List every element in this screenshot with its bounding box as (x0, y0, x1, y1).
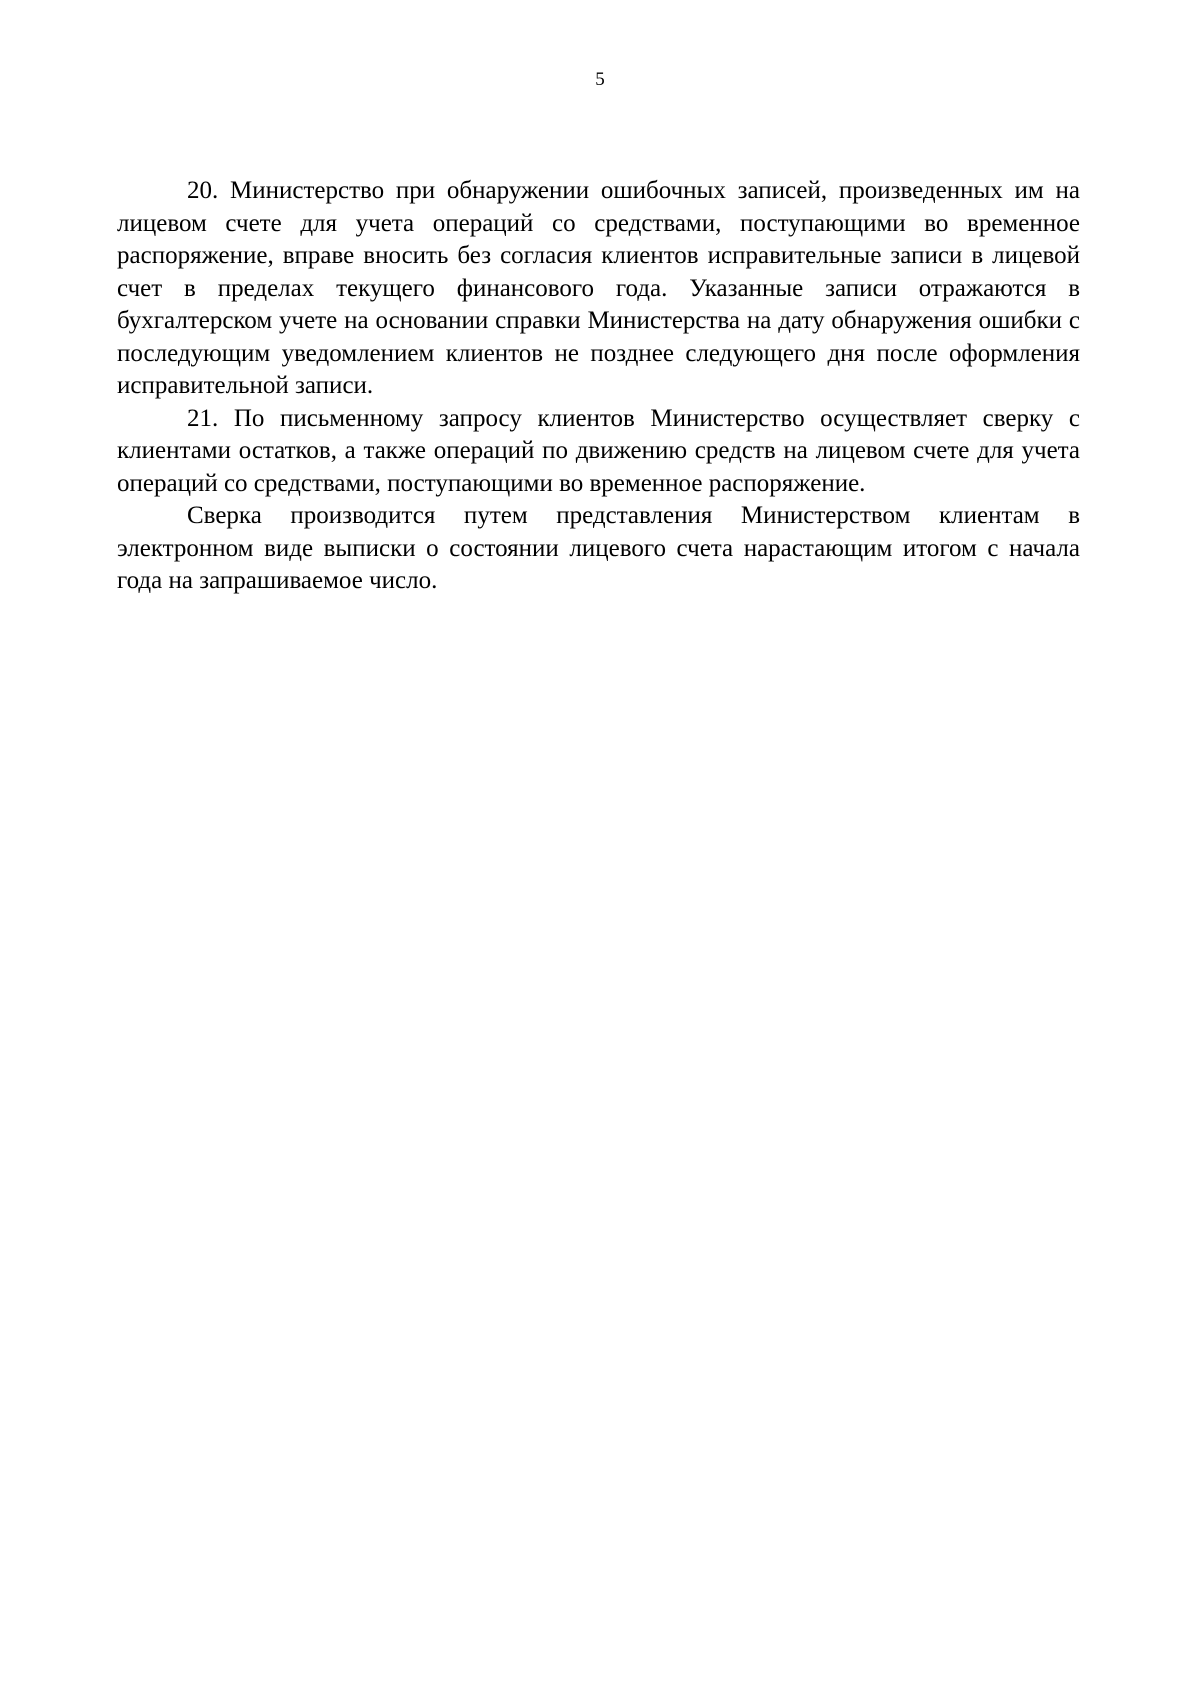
page-number: 5 (595, 69, 605, 90)
paragraph-reconciliation: Сверка производится путем представления Министерством клиентам в электронном виде выписки о состоянии лицевого счета нарастающим итогом с начала года на запрашиваемое число. (117, 502, 1080, 594)
paragraph-21: 21. По письменному запросу клиентов Министерство осуществляет сверку с клиентами остатков, а также операций по движению средств на лицевом счете для учета операций со средствами, поступающими во временное распоряжение. (117, 404, 1080, 497)
document-body (117, 175, 1080, 598)
paragraph-20: 20. Министерство при обнаружении ошибочных записей, произведенных им на лицевом счете для учета операций со средствами, поступающими во временное распоряжение, вправе вносить без согласия клиентов исправительные записи в лицевой счет в пределах текущего финансового года. Указанные записи отражаются в бухгалтерском учете на основании справки Министерства на дату обнаружения ошибки с последующим уведомлением клиентов не позднее следующего дня после оформления исправительной записи. (117, 177, 1080, 399)
